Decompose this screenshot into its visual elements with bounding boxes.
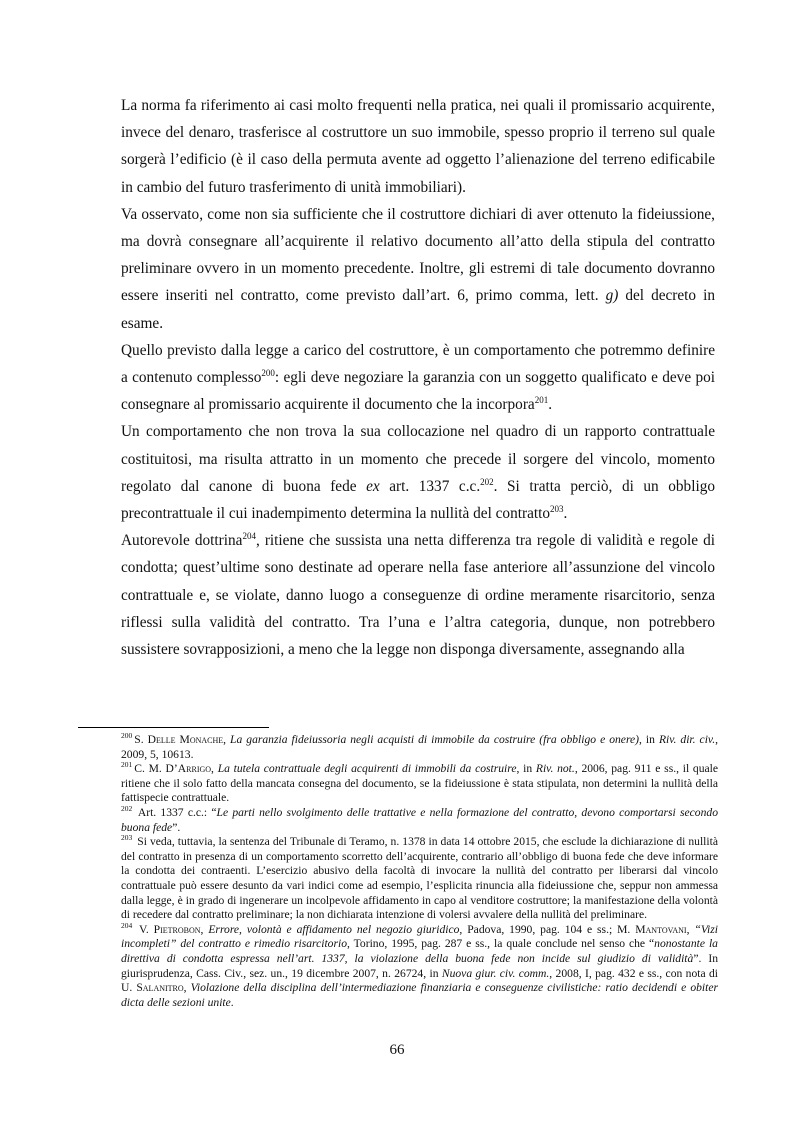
page-number: 66: [389, 1042, 405, 1058]
paragraph-5: Autorevole dottrina$^{204}$, ritiene che sussista una netta differenza tra regole di validità e regole di condotta; quest’ultime sono destinate ad operare nella fase anteriore all’assunzione del vincolo contrattuale e, se violate, danno luogo a conseguenze di ordine meramente risarcitorio, senza riflessi sulla validità del contratto. Tra l’una e l’altra categoria, dunque, non potrebbero sussistere sovrapposizioni, a meno che la legge non disponga diversamente, assegnando alla: [121, 531, 716, 659]
footnote-ref-202[interactable]: 202: [480, 476, 494, 487]
paragraph-4: Un comportamento che non trova la sua collocazione nel quadro di un rapporto contrattuale costituitosi, ma risulta attratto in un momento che precede il sorgere del vincolo, momento regolato dal canone di buona fede ex art. 1337 c.c.$^{202}$. Si tratta perciò, di un obbligo precontrattuale il cui inadempimento determina la nullità del contratto$^{203}$.: [121, 423, 715, 523]
footnote-200: $^{200}$ S. Delle Monache, La garanzia fideiussoria negli acquisti di immobile da costruire (fra obbligo e onere), in Riv. dir. civ., 2009, 5, 10613.: [121, 731, 719, 761]
footnote-ref-203[interactable]: 203: [550, 503, 564, 514]
footnote-ref-204[interactable]: 204: [242, 531, 256, 542]
footnote-204: $^{204}$ V. Pietrobon, Errore, volontà e affidamento nel negozio giuridico, Padova, 1990, pag. 104 e ss.; M. Mantovani, “Vizi incompleti” del contratto e rimedio risarcitorio, Torino, 1995, pag. 287 e ss., la quale conclude nel senso che “nonostante la direttiva di condotta espressa nell’art. 1337, la violazione della buona fede non incide sul giudizio di validità”. In giurisprudenza, Cass. Civ., sez. un., 19 dicembre 2007, n. 26724, in Nuova giur. civ. comm., 2008, I, pag. 432 e ss., con nota di U. Salanitro, Violazione della disciplina dell’intermediazione finanziaria e conseguenze civilistiche: ratio decidendi e obiter dicta delle sezioni unite.: [121, 920, 719, 1009]
footnote-201: $^{201}$ C. M. D’Arrigo, La tutela contrattuale degli acquirenti di immobili da costruire, in Riv. not., 2006, pag. 911 e ss., il quale ritiene che il solo fatto della mancata consegna del documento, se la fideiussione è stata stipulata, non determini la nullità della fattispecie contrattuale.: [121, 760, 719, 805]
footnote-separator: [78, 727, 269, 728]
paragraph-3: Quello previsto dalla legge a carico del costruttore, è un comportamento che potremmo definire a contenuto complesso$^{200}$: egli deve negoziare la garanzia con un soggetto qualificato e deve poi consegnare al promissario acquirente il documento che la incorpora$^{201}$.: [121, 341, 715, 414]
footnote-203: $^{203}$ Si veda, tuttavia, la sentenza del Tribunale di Teramo, n. 1378 in data 14 ottobre 2015, che esclude la dichiarazione di nullità del contratto in presenza di un comportamento scorretto dell’acquirente, contrario all’obbligo di buona fede che deve informare la condotta dei contraenti. L’esercizio abusivo della facoltà di invocare la nullità del contratto per liberarsi dal vincolo contrattuale può essere desunto da vari indici come ad esempio, l’esplicita rinuncia alla fideiussione che, seppur non ammessa dalla legge, è in grado di ingenerare un incolpevole affidamento in capo al venditore costruttore; la manifestazione della volontà di recedere dal contratto preliminare; la non dichiarata intenzione di volersi avvalere della nullità del preliminare.: [121, 833, 718, 922]
footnote-ref-200[interactable]: 200: [261, 367, 275, 378]
paragraph-2: Va osservato, come non sia sufficiente che il costruttore dichiari di aver ottenuto la fideiussione, ma dovrà consegnare all’acquirente il relativo documento all’atto della stipula del contratto preliminare ovvero in un momento precedente. Inoltre, gli estremi di tale documento dovranno essere inseriti nel contratto, come previsto dall’art. 6, primo comma, lett. g) del decreto in esame.: [121, 205, 716, 332]
main-body-text: [121, 92, 715, 663]
paragraph-1: La norma fa riferimento ai casi molto frequenti nella pratica, nei quali il promissario acquirente, invece del denaro, trasferisce al costruttore un suo immobile, spesso proprio il terreno sul quale sorgerà l’edificio (è il caso della permuta avente ad oggetto l’alienazione del terreno edificabile in cambio del futuro trasferimento di unità immobiliari).: [121, 97, 715, 196]
footnote-202: $^{202}$ Art. 1337 c.c.: “Le parti nello svolgimento delle trattative e nella formazione del contratto, devono comportarsi secondo buona fede”.: [121, 804, 718, 834]
footnote-ref-201[interactable]: 201: [534, 395, 549, 406]
footnotes: [121, 733, 718, 1010]
